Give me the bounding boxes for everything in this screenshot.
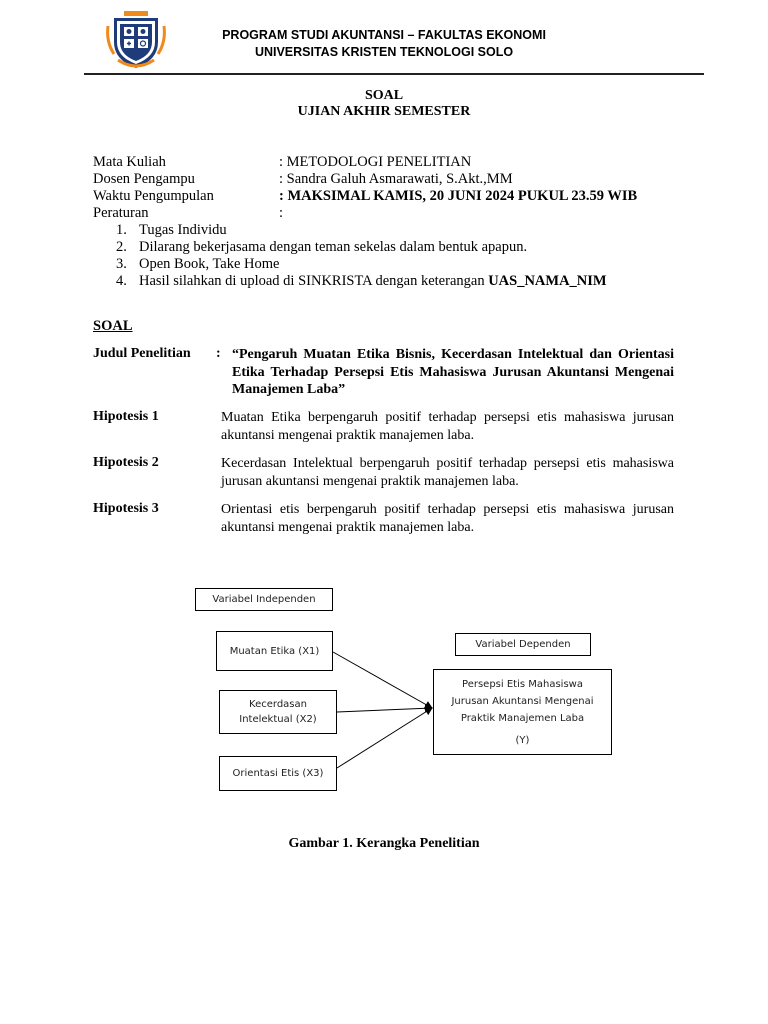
variable-y-line1: Persepsi Etis Mahasiswa [462, 678, 583, 690]
hipotesis-text: Muatan Etika berpengaruh positif terhadap persepsi etis mahasiswa jurusan akuntansi mengenai praktik manajemen laba. [221, 410, 674, 443]
info-value: : [279, 205, 284, 221]
doc-subtitle: UJIAN AKHIR SEMESTER [297, 104, 471, 119]
arrow-x1-to-y [333, 652, 432, 708]
soal-heading: SOAL [93, 318, 133, 334]
figure-caption: Gambar 1. Kerangka Penelitian [288, 836, 480, 851]
independent-variable-header: Variabel Independen [195, 588, 333, 611]
arrow-x2-to-y [337, 708, 432, 712]
info-value: : Sandra Galuh Asmarawati, S.Akt.,MM [279, 171, 513, 187]
hipotesis-label: Hipotesis 3 [93, 501, 159, 516]
variable-x3-box: Orientasi Etis (X3) [219, 756, 337, 791]
rule-text: Open Book, Take Home [139, 256, 280, 272]
variable-x2-box [219, 690, 337, 734]
rule-number: 1. [116, 222, 127, 238]
rule-text-bold: UAS_NAMA_NIM [488, 273, 607, 289]
info-label: Peraturan [93, 205, 149, 221]
variable-x1-box: Muatan Etika (X1) [216, 631, 333, 671]
rule-text: Dilarang bekerjasama dengan teman sekelas dalam bentuk apapun. [139, 239, 528, 255]
judul-text: “Pengaruh Muatan Etika Bisnis, Kecerdasan Intelektual dan Orientasi Etika Terhadap Persepsi Etis Mahasiswa Jurusan Akuntansi Mengenai Manajemen Laba” [232, 347, 674, 397]
letterhead-program: PROGRAM STUDI AKUNTANSI – FAKULTAS EKONOMI [222, 28, 546, 42]
hipotesis-text: Orientasi etis berpengaruh positif terhadap persepsi etis mahasiswa jurusan akuntansi mengenai praktik manajemen laba. [221, 502, 674, 535]
rule-text [139, 273, 607, 290]
variable-y-line3: Praktik Manajemen Laba [460, 712, 585, 724]
hipotesis-text: Kecerdasan Intelektual berpengaruh positif terhadap persepsi etis mahasiswa jurusan akuntansi mengenai praktik manajemen laba. [221, 456, 674, 489]
rule-number: 4. [116, 273, 127, 289]
info-value: : MAKSIMAL KAMIS, 20 JUNI 2024 PUKUL 23.59 WIB [279, 188, 638, 204]
header-divider [84, 73, 704, 75]
variable-x2-line2: Intelektual (X2) [239, 714, 317, 725]
rule-number: 3. [116, 256, 127, 272]
variable-y-line4: (Y) [515, 734, 530, 746]
judul-colon: : [216, 346, 221, 361]
variable-y-box [433, 669, 612, 755]
info-label: Dosen Pengampu [93, 171, 195, 187]
variable-x2-line1: Kecerdasan [249, 699, 307, 710]
info-label: Waktu Pengumpulan [93, 188, 214, 204]
variable-y-line2: Jurusan Akuntansi Mengenai [451, 695, 594, 707]
judul-label: Judul Penelitian [93, 346, 191, 361]
hipotesis-label: Hipotesis 1 [93, 409, 159, 424]
info-label: Mata Kuliah [93, 154, 166, 170]
rule-number: 2. [116, 239, 127, 255]
hipotesis-label: Hipotesis 2 [93, 455, 159, 470]
rule-text: Tugas Individu [139, 222, 227, 238]
dependent-variable-header: Variabel Dependen [455, 633, 591, 656]
doc-title: SOAL [364, 88, 404, 103]
arrow-x3-to-y [337, 708, 432, 768]
info-value: : METODOLOGI PENELITIAN [279, 154, 472, 170]
letterhead-university: UNIVERSITAS KRISTEN TEKNOLOGI SOLO [254, 45, 514, 59]
rule-text-plain: Hasil silahkan di upload di SINKRISTA dengan keterangan [139, 273, 489, 289]
